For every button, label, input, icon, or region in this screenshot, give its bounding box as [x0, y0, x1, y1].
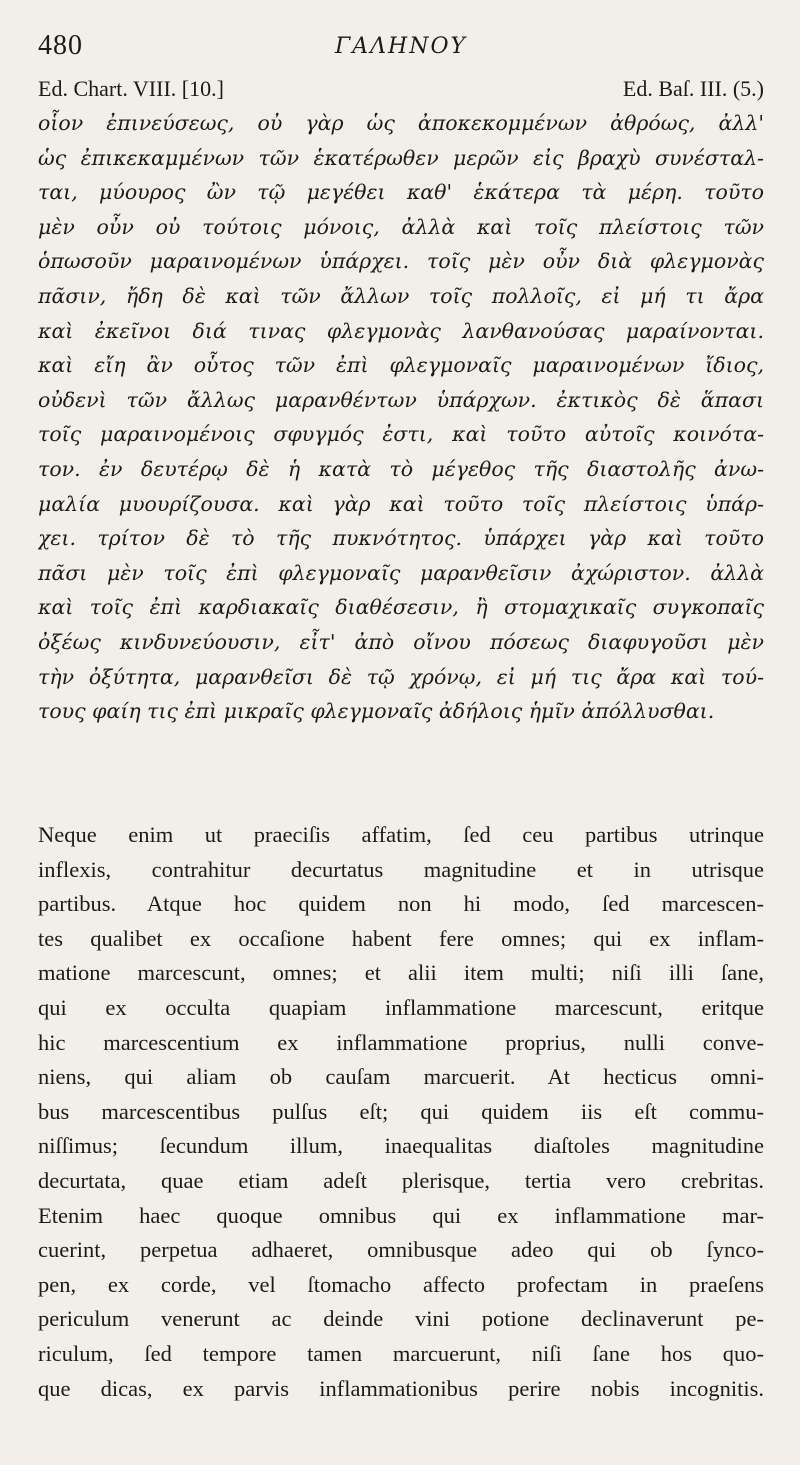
- greek-line: τοῖς μαραινομένοις σφυγμός ἐστι, καὶ τοῦτο αὐτοῖς κοινότα-: [38, 422, 764, 447]
- greek-line: ὀξέως κινδυνεύουσιν, εἶτ' ἀπὸ οἴνου πόσεως διαφυγοῦσι μὲν: [38, 629, 764, 654]
- latin-line: niens, qui aliam ob cauſam marcuerit. At hecticus omni-: [38, 1064, 764, 1090]
- greek-line: μαλία μυουρίζουσα. καὶ γὰρ καὶ τοῦτο τοῖς πλείστοις ὑπάρ-: [38, 491, 764, 516]
- running-title: ΓΑΛΗΝΟΥ: [334, 34, 468, 59]
- greek-line: οὐδενὶ τῶν ἄλλως μαρανθέντων ὑπάρχων. ἐκτικὸς δὲ ἅπασι: [38, 387, 764, 412]
- edition-reference-left: Ed. Chart. VIII. [10.]: [38, 76, 224, 101]
- latin-line: Neque enim ut praeciſis affatim, ſed ceu partibus utrinque: [38, 822, 764, 847]
- latin-line: tes qualibet ex occaſione habent fere omnes; qui ex inflam-: [38, 925, 764, 951]
- greek-line: πᾶσι μὲν τοῖς ἐπὶ φλεγμοναῖς μαρανθεῖσιν ἀχώριστον. ἀλλὰ: [38, 560, 764, 585]
- latin-line: bus marcescentibus pulſus eſt; qui quidem iis eſt commu-: [38, 1098, 764, 1124]
- latin-line: hic marcescentium ex inflammatione proprius, nulli conve-: [38, 1029, 764, 1055]
- greek-line: καὶ τοῖς ἐπὶ καρδιακαῖς διαθέσεσιν, ἢ στομαχικαῖς συγκοπαῖς: [38, 595, 764, 620]
- latin-text-block: [38, 818, 764, 1406]
- latin-line: niſſimus; ſecundum illum, inaequalitas diaſtoles magnitudine: [38, 1133, 764, 1159]
- edition-reference-right: Ed. Baſ. III. (5.): [622, 76, 764, 101]
- latin-line: decurtata, quae etiam adeſt plerisque, tertia vero crebritas.: [38, 1167, 764, 1193]
- latin-line: cuerint, perpetua adhaeret, omnibusque adeo qui ob ſynco-: [38, 1237, 764, 1263]
- edition-references: [38, 76, 764, 106]
- greek-line: οἷον ἐπινεύσεως, οὐ γὰρ ὡς ἀποκεκομμένων ἀθρόως, ἀλλ': [38, 111, 764, 135]
- greek-line: τὴν ὀξύτητα, μαρανθεῖσι δὲ τῷ χρόνῳ, εἰ μή τις ἄρα καὶ τού-: [38, 664, 764, 689]
- latin-line: riculum, ſed tempore tamen marcuerunt, niſi ſane hos quo-: [38, 1340, 764, 1366]
- greek-line: χει. τρίτον δὲ τὸ τῆς πυκνότητος. ὑπάρχει γὰρ καὶ τοῦτο: [38, 526, 764, 551]
- greek-line: τους φαίη τις ἐπὶ μικραῖς φλεγμοναῖς ἀδήλοις ἡμῖν ἀπόλλυσθαι.: [38, 699, 715, 724]
- latin-line: Etenim haec quoque omnibus qui ex inflammatione mar-: [38, 1202, 764, 1228]
- latin-line: matione marcescunt, omnes; et alii item multi; niſi illi ſane,: [38, 960, 764, 986]
- greek-line: καὶ εἴη ἂν οὗτος τῶν ἐπὶ φλεγμοναῖς μαραινομένων ἴδιος,: [38, 353, 764, 378]
- greek-line: τον. ἐν δευτέρῳ δὲ ἡ κατὰ τὸ μέγεθος τῆς διαστολῆς ἀνω-: [38, 456, 764, 481]
- latin-line: pen, ex corde, vel ſtomacho affecto profectam in praeſens: [38, 1271, 764, 1297]
- greek-line: μὲν οὖν οὐ τούτοις μόνοις, ἀλλὰ καὶ τοῖς πλείστοις τῶν: [38, 214, 764, 239]
- latin-line: periculum venerunt ac deinde vini potione declinaverunt pe-: [38, 1306, 764, 1332]
- latin-line: inflexis, contrahitur decurtatus magnitudine et in utrisque: [38, 856, 764, 882]
- latin-line: que dicas, ex parvis inflammationibus perire nobis incognitis.: [38, 1375, 764, 1401]
- page-number: 480: [38, 30, 83, 61]
- greek-line: ται, μύουρος ὢν τῷ μεγέθει καθ' ἑκάτερα τὰ μέρη. τοῦτο: [38, 180, 764, 205]
- greek-line: καὶ ἐκεῖνοι διά τινας φλεγμονὰς λανθανούσας μαραίνονται.: [38, 318, 764, 343]
- latin-line: partibus. Atque hoc quidem non hi modo, ſed marcescen-: [38, 891, 764, 917]
- greek-line: ὁπωσοῦν μαραινομένων ὑπάρχει. τοῖς μὲν οὖν διὰ φλεγμονὰς: [38, 249, 764, 274]
- greek-text-block: [38, 106, 764, 729]
- latin-line: qui ex occulta quapiam inflammatione marcescunt, eritque: [38, 994, 764, 1020]
- greek-line: πᾶσιν, ἤδη δὲ καὶ τῶν ἄλλων τοῖς πολλοῖς, εἰ μή τι ἄρα: [38, 283, 764, 308]
- greek-line: ὡς ἐπικεκαμμένων τῶν ἑκατέρωθεν μερῶν εἰς βραχὺ συνέσταλ-: [38, 145, 764, 170]
- page-header: [38, 30, 764, 70]
